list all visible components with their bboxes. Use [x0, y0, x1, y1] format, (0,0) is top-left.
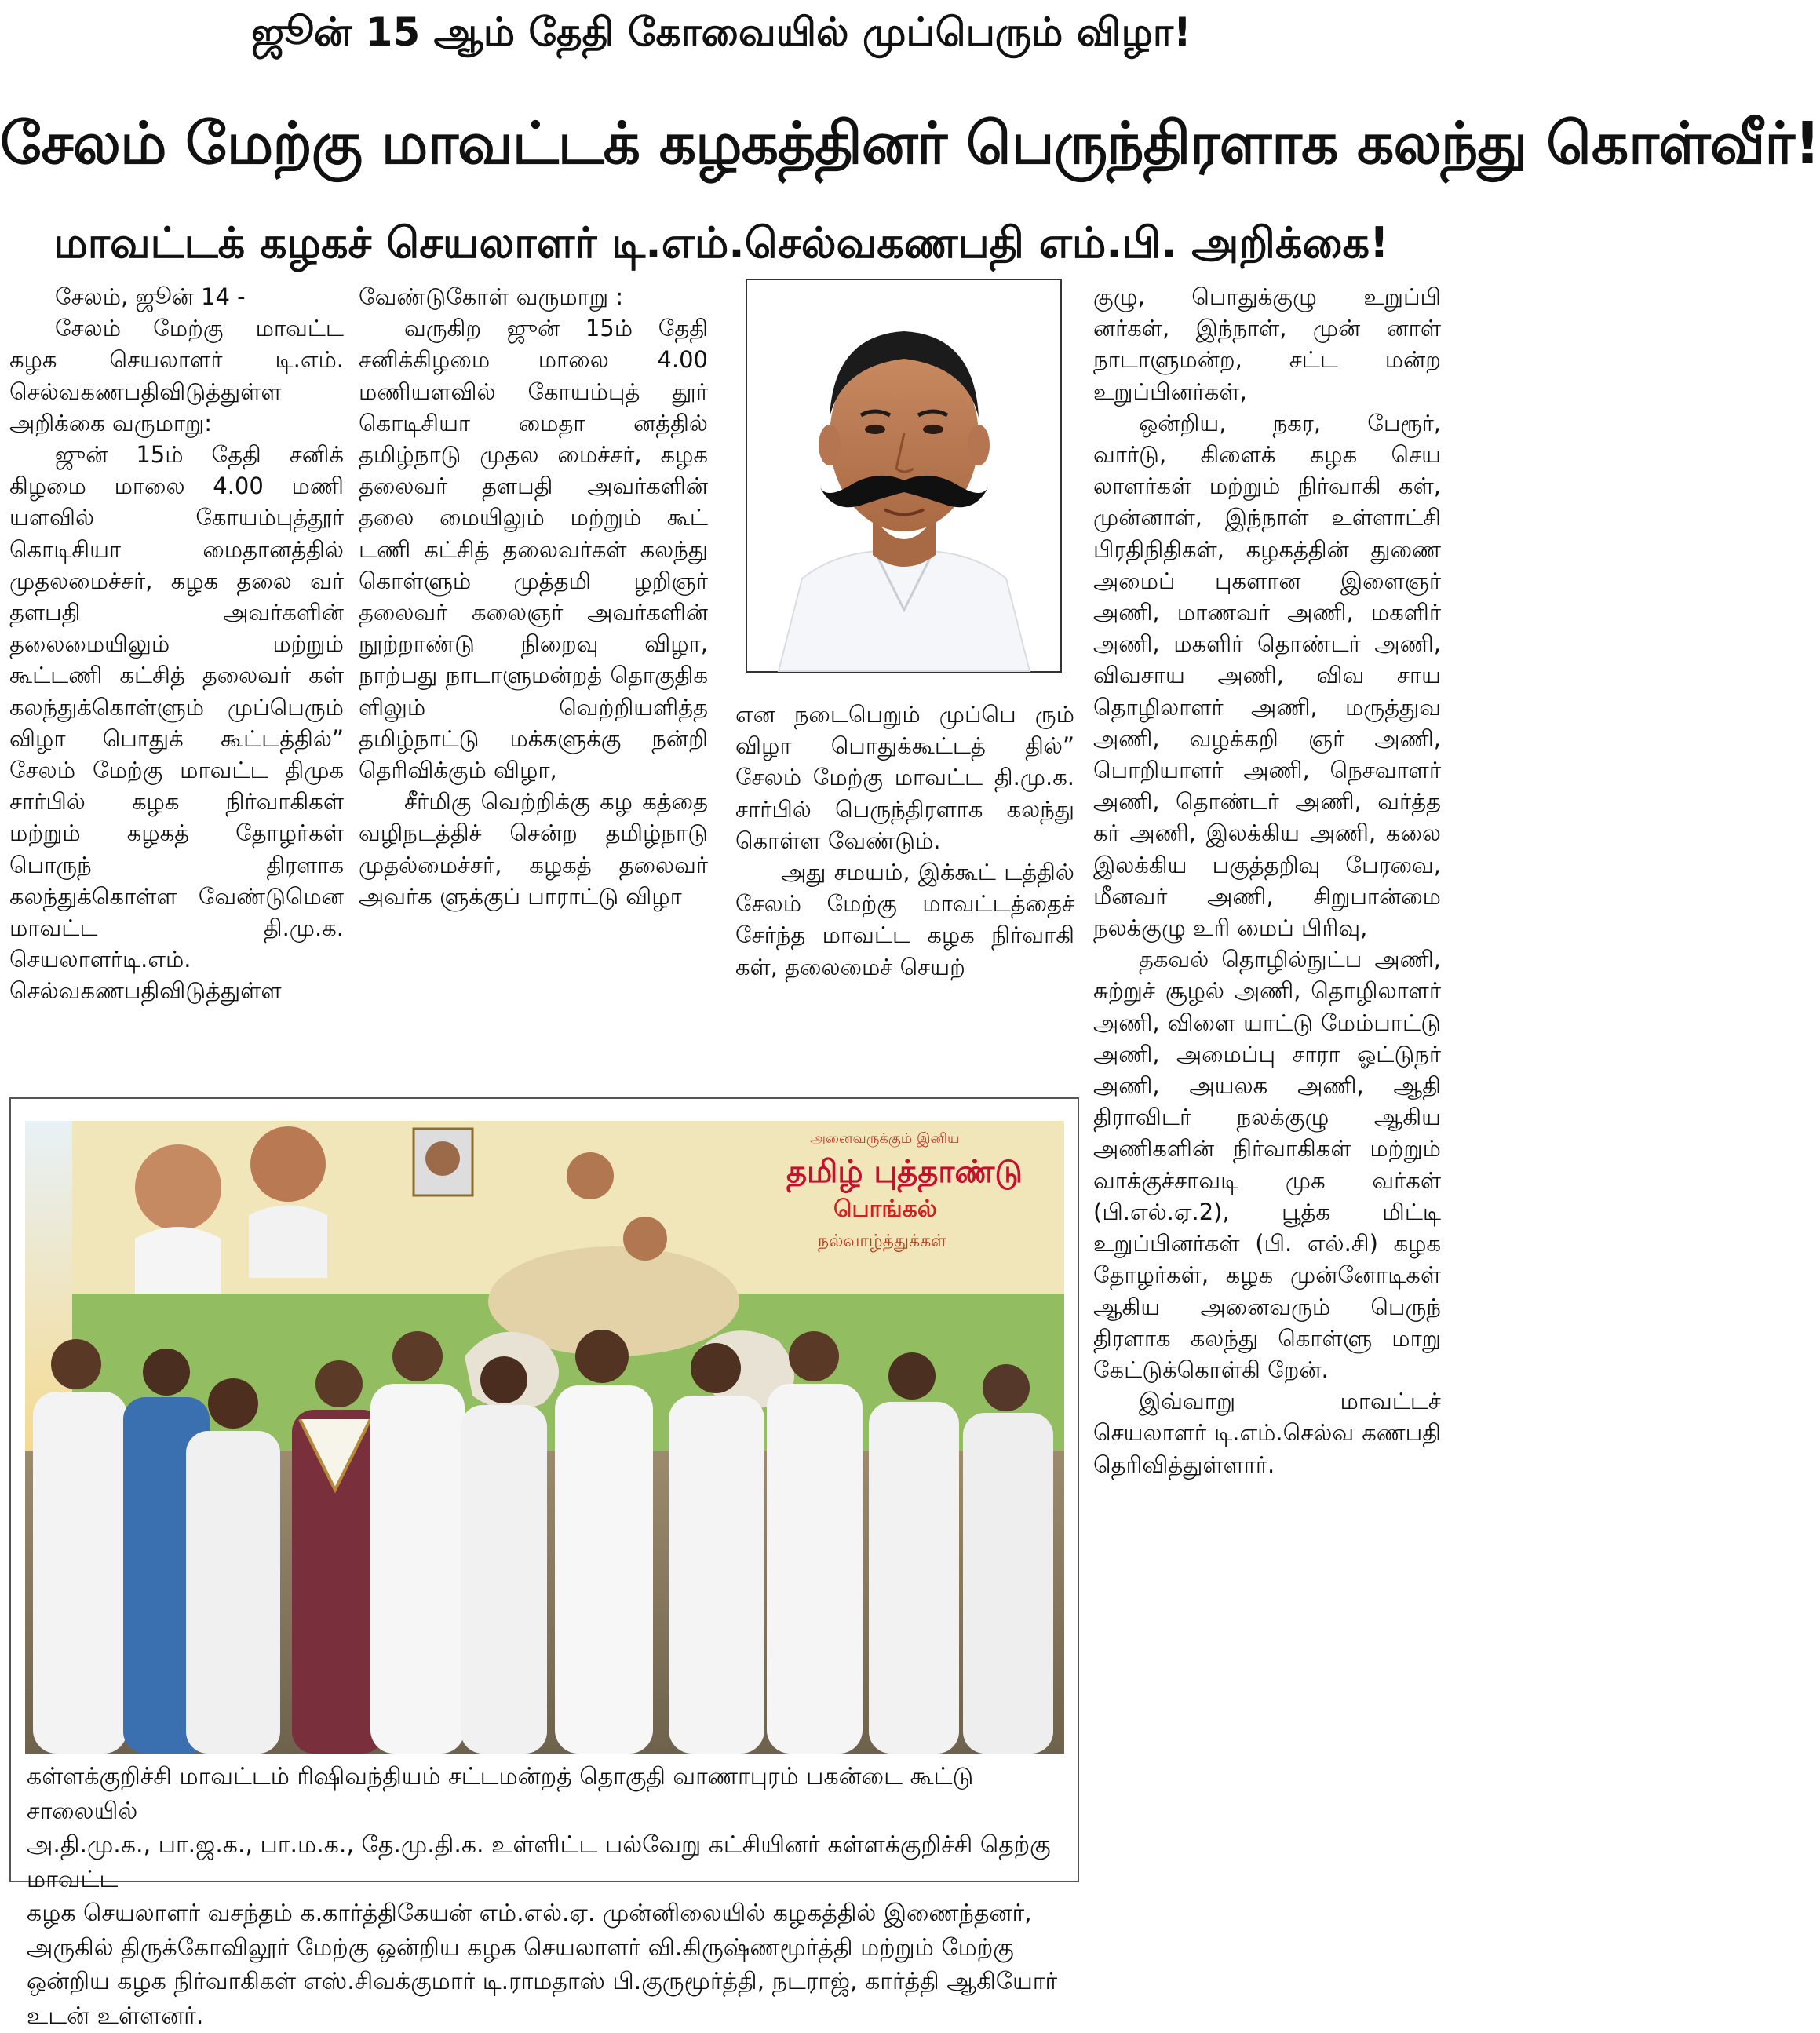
paragraph: சேலம் மேற்கு மாவட்ட கழக செயலாளர் டி.எம். செல்வகணபதிவிடுத்துள்ள அறிக்கை வருமாறு: — [9, 312, 344, 439]
dateline: சேலம், ஜூன் 14 - — [9, 281, 344, 312]
paragraph: வருகிற ஜுன் 15ம் தேதி சனிக்கிழமை மாலை 4.00 மணியளவில் கோயம்புத் தூர் கொடிசியா மைதா னத்தில் தமிழ்நாடு முதல மைச்சர், கழக தலைவர் தளபதி அவர்களின் தலை மையிலும் மற்றும் கூட் டணி கட்சித் தலைவர்கள் கலந்து கொள்ளும் முத்தமி ழறிஞர் தலைவர் கலைஞர் அவர்களின் நூற்றாண்டு நிறைவு விழா, நாற்பது நாடாளுமன்றத் தொகுதிக ளிலும் வெற்றியளித்த தமிழ்நாட்டு மக்களுக்கு நன்றி தெரிவிக்கும் விழா, — [359, 312, 708, 786]
article-column-3 — [735, 699, 1074, 1076]
paragraph: குழு, பொதுக்குழு உறுப்பி னர்கள், இந்நாள், முன் னாள் நாடாளுமன்ற, சட்ட மன்ற உறுப்பினர்கள், — [1093, 281, 1441, 407]
paragraph: ஜுன் 15ம் தேதி சனிக் கிழமை மாலை 4.00 மணி யளவில் கோயம்புத்தூர் கொடிசியா மைதானத்தில் முதலமைச்சர், கழக தலை வர் தளபதி அவர்களின் தலைமையிலும் மற்றும் கூட்டணி கட்சித் தலைவர் கள் கலந்துக்கொள்ளும் முப்பெரும் விழா பொதுக் கூட்டத்தில்” சேலம் மேற்கு மாவட்ட திமுக சார்பில் கழக நிர்வாகிகள் மற்றும் கழகத் தோழர்கள் பொருந் திரளாக கலந்துக்கொள்ள வேண்டுமென மாவட்ட தி.மு.க. செயலாளர்டி.எம். செல்வகணபதிவிடுத்துள்ள — [9, 439, 344, 1007]
article-column-1 — [9, 281, 344, 1076]
paragraph: சீர்மிகு வெற்றிக்கு கழ கத்தை வழிநடத்திச் சென்ற தமிழ்நாடு முதல்மைச்சர், கழகத் தலைவர் அவர்க ளுக்குப் பாராட்டு விழா — [359, 786, 708, 912]
article-column-4 — [1093, 281, 1441, 1890]
main-headline: சேலம் மேற்கு மாவட்டக் கழகத்தினர் பெருந்திரளாக கலந்து கொள்வீர்! — [0, 85, 1443, 203]
banner-line-4: நல்வாழ்த்துக்கள் — [818, 1232, 946, 1252]
caption-line: அ.தி.மு.க., பா.ஜ.க., பா.ம.க., தே.மு.தி.க. உள்ளிட்ட பல்வேறு கட்சியினர் கள்ளக்குறிச்சி தெற்கு மாவட்ட — [27, 1828, 1063, 1896]
caption-line: அருகில் திருக்கோவிலூர் மேற்கு ஒன்றிய கழக செயலாளர் வி.கிருஷ்ணமூர்த்தி மற்றும் மேற்கு — [27, 1931, 1063, 1965]
banner-line-3: பொங்கல் — [833, 1195, 937, 1223]
event-photo-box — [9, 1097, 1079, 1882]
article-column-2 — [359, 281, 708, 1076]
portrait-photo — [746, 279, 1062, 673]
paragraph: தகவல் தொழில்நுட்ப அணி, சுற்றுச் சூழல் அணி, தொழிலாளர் அணி, விளை யாட்டு மேம்பாட்டு அணி, அமைப்பு சாரா ஓட்டுநர் அணி, அயலக அணி, ஆதி திராவிடர் நலக்குழு ஆகிய அணிகளின் நிர்வாகிகள் மற்றும் வாக்குச்சாவடி முக வர்கள் (பி.எல்.ஏ.2), பூத்க மிட்டி உறுப்பினர்கள் (பி. எல்.சி) கழக தோழர்கள், கழக முன்னோடிகள் ஆகிய அனைவரும் பெருந் திரளாக கலந்து கொள்ளு மாறு கேட்டுக்கொள்கி றேன். — [1093, 944, 1441, 1385]
caption-line: ஒன்றிய கழக நிர்வாகிகள் எஸ்.சிவக்குமார் டி.ராமதாஸ் பி.குருமூர்த்தி, நடராஜ், கார்த்தி ஆகியோர் — [27, 1965, 1063, 1999]
caption-line: கள்ளக்குறிச்சி மாவட்டம் ரிஷிவந்தியம் சட்டமன்றத் தொகுதி வாணாபுரம் பகன்டை கூட்டு சாலையில் — [27, 1760, 1063, 1828]
event-photo-illustration — [25, 1121, 1064, 1754]
banner-line-2: தமிழ் புத்தாண்டு — [786, 1154, 1023, 1193]
caption-line: உடன் உள்ளனர். — [27, 1999, 1063, 2033]
paragraph: அது சமயம், இக்கூட் டத்தில் சேலம் மேற்கு மாவட்டத்தைச் சேர்ந்த மாவட்ட கழக நிர்வாகி கள், தலைமைச் செயற் — [735, 856, 1074, 983]
kicker-headline: ஜூன் 15 ஆம் தேதி கோவையில் முப்பெரும் விழா! — [0, 0, 1443, 64]
event-photo — [25, 1121, 1064, 1754]
paragraph: ஒன்றிய, நகர, பேரூர், வார்டு, கிளைக் கழக செய லாளர்கள் மற்றும் நிர்வாகி கள், முன்னாள், இந்நாள் உள்ளாட்சி பிரதிநிதிகள், கழகத்தின் துணை அமைப் புகளான இளைஞர் அணி, மாணவர் அணி, மகளிர் அணி, மகளிர் தொண்டர் அணி, விவசாய அணி, விவ சாய தொழிலாளர் அணி, மருத்துவ அணி, வழக்கறி ஞர் அணி, பொறியாளர் அணி, நெசவாளர் அணி, தொண்டர் அணி, வர்த்த கர் அணி, இலக்கிய அணி, கலை இலக்கிய பகுத்தறிவு பேரவை, மீனவர் அணி, சிறுபான்மை நலக்குழு உரி மைப் பிரிவு, — [1093, 407, 1441, 944]
paragraph: வேண்டுகோள் வருமாறு : — [359, 281, 708, 312]
sub-headline: மாவட்டக் கழகச் செயலாளர் டி.எம்.செல்வகணபதி எம்.பி. அறிக்கை! — [0, 206, 1443, 280]
paragraph: இவ்வாறு மாவட்டச் செயலாளர் டி.எம்.செல்வ கணபதி தெரிவித்துள்ளார். — [1093, 1385, 1441, 1480]
portrait-illustration — [747, 280, 1060, 671]
banner-line-1: அனைவருக்கும் இனிய — [810, 1130, 960, 1148]
caption-line: கழக செயலாளர் வசந்தம் க.கார்த்திகேயன் எம்.எல்.ஏ. முன்னிலையில் கழகத்தில் இணைந்தனர், — [27, 1896, 1063, 1931]
paragraph: என நடைபெறும் முப்பெ ரும் விழா பொதுக்கூட்டத் தில்” சேலம் மேற்கு மாவட்ட தி.மு.க. சார்பில் பெருந்திரளாக கலந்து கொள்ள வேண்டும். — [735, 699, 1074, 856]
photo-caption — [27, 1760, 1063, 2033]
